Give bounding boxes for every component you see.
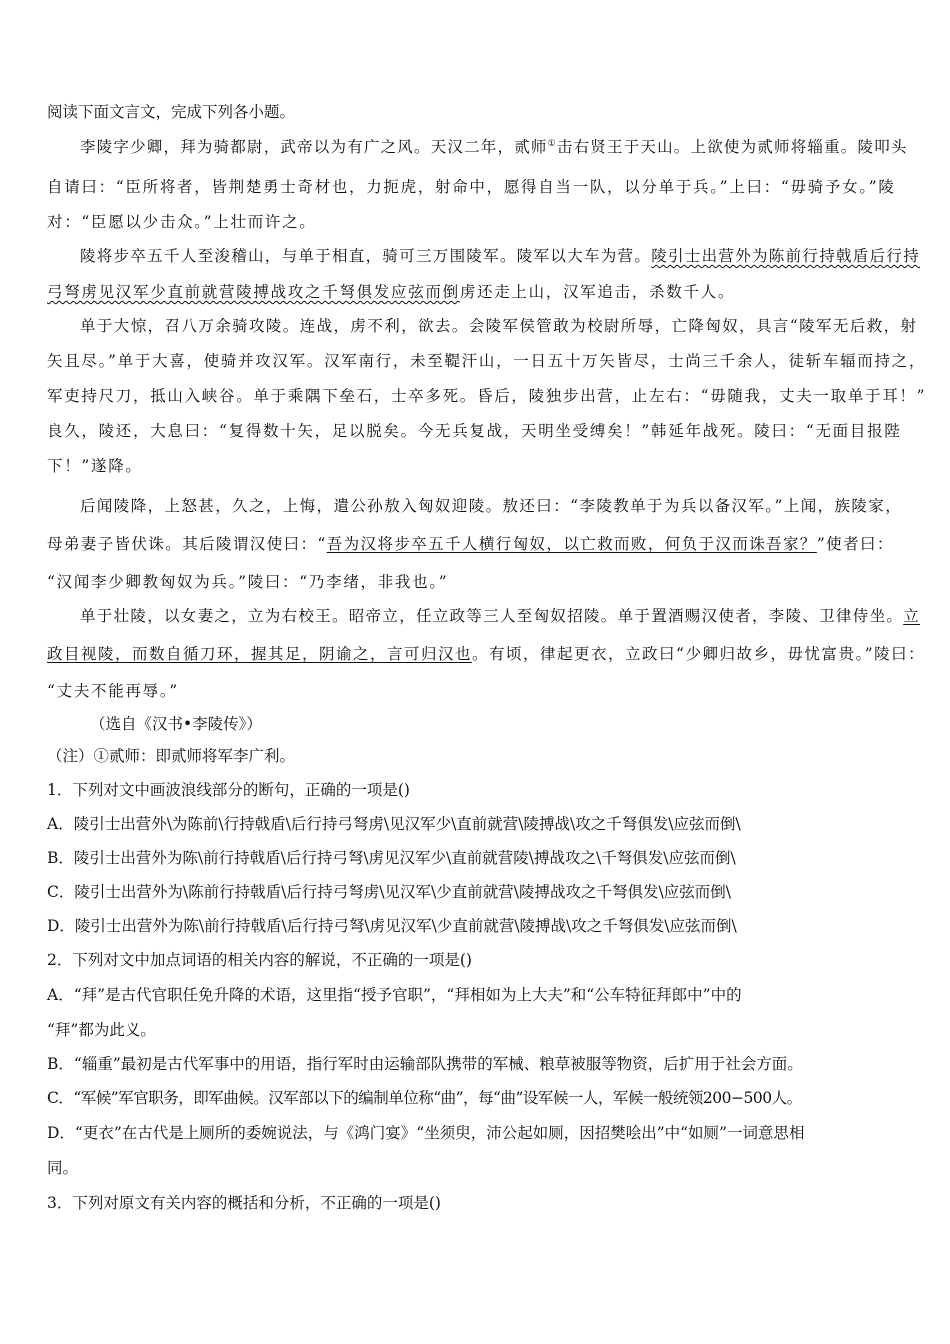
footnote-marker: ① <box>547 138 557 149</box>
underlined-sentence: 政目视陵，而数自循刀环，握其足，阴谕之，言可归汉也 <box>47 645 473 663</box>
passage-p3-line5: 下！”遂降。 <box>47 457 143 475</box>
question-1-option-c: C．陵引士出营外为\陈前行持戟盾\后行持弓弩虏\见汉军\少直前就营\陵搏战攻之千弩俱发\应弦而倒\ <box>47 883 731 901</box>
underlined-sentence: 吾为汉将步卒五千人横行匈奴，以亡救而败，何负于汉而诛吾家？ <box>326 535 817 553</box>
passage-p3-line4: 良久，陵还，大息曰：“复得数十矢，足以脱矣。今无兵复战，天明坐受缚矣！”韩延年战死。陵曰：“无面目报陛 <box>47 422 902 440</box>
passage-p3-line2: 矢且尽。”单于大喜，使骑并攻汉军。汉军南行，未至鞮汗山，一日五十万矢皆尽，士尚三千余人，徒斩车辐而持之， <box>47 352 927 370</box>
source-citation: （选自《汉书•李陵传》） <box>90 715 262 733</box>
passage-p4-line2: 母弟妻子皆伏诛。其后陵谓汉使曰：“吾为汉将步卒五千人横行匈奴，以亡救而败，何负于汉而诛吾家？”使者曰： <box>47 535 894 553</box>
question-1-option-b: B．陵引士出营外为陈\前行持戟盾\后行持弓弩\虏见汉军少\直前就营陵\搏战攻之\千弩俱发\应弦而倒\ <box>47 849 736 867</box>
question-2-option-b: B．“辎重”最初是古代军事中的用语，指行军时由运输部队携带的军械、粮草被服等物资，后扩用于社会方面。 <box>47 1055 803 1073</box>
question-2-option-d-line1: D．“更衣”在古代是上厕所的委婉说法，与《鸿门宴》“坐须臾，沛公起如厕，因招樊哙出”中“如厕”一词意思相 <box>47 1124 805 1142</box>
passage-p5-line3: “丈夫不能再辱。” <box>47 682 179 700</box>
passage-p2-line2: 弓弩虏见汉军少直前就营陵搏战攻之千弩俱发应弦而倒虏还走上山，汉军追击，杀数千人。 <box>47 283 736 301</box>
passage-p3-line1: 单于大惊，召八万余骑攻陵。连战，虏不利，欲去。会陵军侯管敢为校尉所辱，亡降匈奴，具言“陵军无后救，射 <box>80 317 918 335</box>
passage-p2-line1: 陵将步卒五千人至浚稽山，与单于相直，骑可三万围陵军。陵军以大车为营。陵引士出营外为陈前行持戟盾后行持 <box>80 247 921 265</box>
footnote: （注）①贰师：即贰师将军李广利。 <box>47 747 296 765</box>
instruction: 阅读下面文言文，完成下列各小题。 <box>47 103 296 121</box>
passage-p4-line3: “汉闻李少卿教匈奴为兵。”陵曰：“乃李绪，非我也。” <box>47 573 449 591</box>
passage-p5-line2: 政目视陵，而数自循刀环，握其足，阴谕之，言可归汉也。有顷，律起更衣，立政曰“少卿归故乡，毋忧富贵。”陵曰： <box>47 645 926 663</box>
passage-p1-line3: 对：“臣愿以少击众。”上壮而许之。 <box>47 213 317 231</box>
question-1-option-d: D．陵引士出营外为陈\前行持戟盾\后行持弓弩\虏见汉军\少直前就营\陵搏战\攻之千弩俱发\应弦而倒\ <box>47 917 737 935</box>
question-1-stem: 1．下列对文中画波浪线部分的断句，正确的一项是() <box>47 781 410 799</box>
question-2-option-d-line2: 同。 <box>47 1159 79 1177</box>
underlined-sentence: 立 <box>903 607 921 625</box>
question-2-option-a-line1: A．“拜”是古代官职任免升降的术语，这里指“授予官职”，“拜相如为上大夫”和“公车特征拜郎中”中的 <box>47 986 742 1004</box>
question-1-option-a: A．陵引士出营外\为陈前\行持戟盾\后行持弓弩虏\见汉军少\直前就营\陵搏战\攻之千弩俱发\应弦而倒\ <box>47 815 741 833</box>
wavy-underlined-text: 弓弩虏见汉军少直前就营陵搏战攻之千弩俱发应弦而倒 <box>47 283 460 301</box>
question-2-option-a-line2: “拜”都为此义。 <box>47 1021 156 1039</box>
question-3-stem: 3．下列对原文有关内容的概括和分析，不正确的一项是() <box>47 1194 441 1212</box>
passage-p5-line1: 单于壮陵，以女妻之，立为右校王。昭帝立，任立政等三人至匈奴招陵。单于置酒赐汉使者，李陵、卫律侍坐。立 <box>80 607 921 625</box>
passage-p3-line3: 军吏持尺刀，抵山入峡谷。单于乘隅下垒石，士卒多死。昏后，陵独步出营，止左右：“毋随我，丈夫一取单于耳！” <box>47 387 927 405</box>
wavy-underlined-text: 陵引士出营外为陈前行持戟盾后行持 <box>651 247 921 265</box>
question-2-option-c: C．“军候”军官职务，即军曲候。汉军部以下的编制单位称“曲”，每“曲”设军候一人，军候一般统领200−500人。 <box>47 1089 802 1107</box>
passage-p4-line1: 后闻陵降，上怒甚，久之，上悔，遣公孙敖入匈奴迎陵。敖还曰：“李陵教单于为兵以备汉军。”上闻，族陵家， <box>80 497 903 515</box>
passage-p1-line2: 自请曰：“臣所将者，皆荆楚勇士奇材也，力扼虎，射命中，愿得自当一队，以分单于兵。”上曰：“毋骑予女。”陵 <box>47 178 896 196</box>
passage-p1-line1: 李陵字少卿，拜为骑都尉，武帝以为有广之风。天汉二年，贰师①击右贤王于天山。上欲使为贰师将辎重。陵叩头 <box>80 138 908 156</box>
question-2-stem: 2．下列对文中加点词语的相关内容的解说，不正确的一项是() <box>47 951 472 969</box>
